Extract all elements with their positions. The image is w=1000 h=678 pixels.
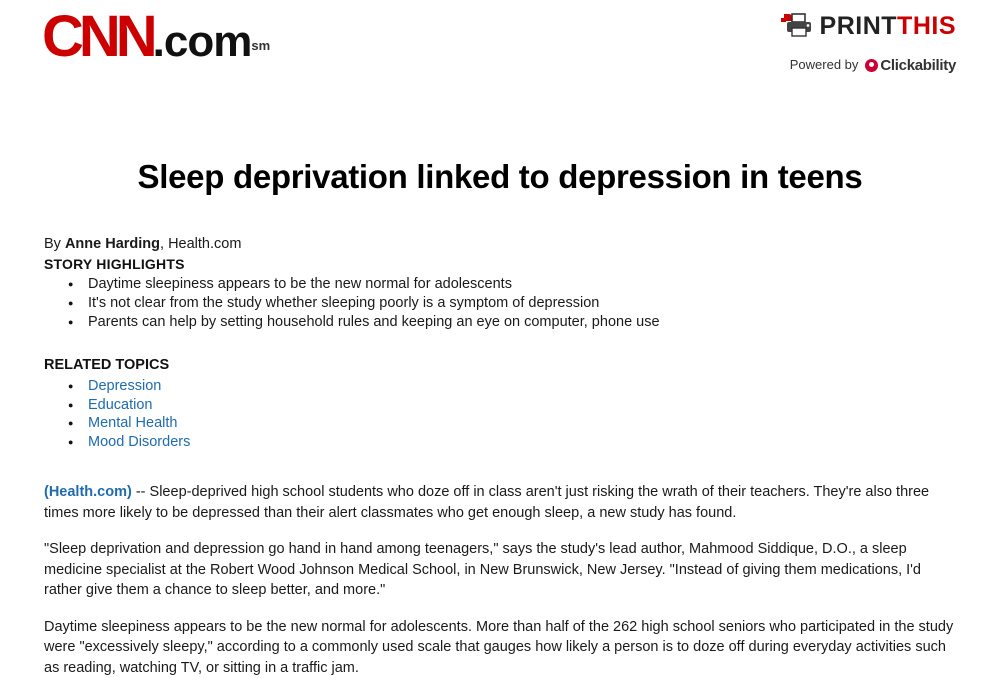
list-item: ● Parents can help by setting household rules and keeping an eye on computer, phone use — [84, 313, 956, 332]
paragraph-2: "Sleep deprivation and depression go hand in hand among teenagers," says the study's lead author, Mahmood Siddique, D.O., a sleep medicine specialist at the Robert Wood Johnson Medical School, in New Brunswick, New Jersey. "Instead of giving them medications, I'd rather give them a chance to sleep better, and more." — [44, 539, 956, 601]
related-topics-list — [44, 377, 956, 451]
page-header — [0, 0, 1000, 100]
paragraph-1 — [44, 482, 956, 523]
article-body — [0, 158, 1000, 678]
byline-author: Anne Harding — [65, 236, 160, 252]
clickability-dot-icon — [865, 59, 878, 72]
list-item: ● Daytime sleepiness appears to be the new normal for adolescents — [84, 275, 956, 294]
list-item[interactable] — [84, 414, 956, 433]
cnn-logo — [42, 8, 270, 66]
powered-by-label: Powered by — [790, 57, 859, 72]
clickability-logo[interactable] — [865, 57, 956, 74]
print-this-label[interactable] — [779, 12, 956, 43]
print-word: PRINT — [820, 12, 898, 40]
list-item[interactable] — [84, 377, 956, 396]
related-topic-link[interactable]: Mood Disorders — [88, 434, 190, 450]
cnn-logo-trademark: sm — [251, 38, 270, 53]
source-link[interactable]: (Health.com) — [44, 484, 132, 500]
powered-by-line — [779, 57, 956, 74]
clickability-label: Clickability — [880, 57, 956, 74]
byline-source: , Health.com — [160, 236, 241, 252]
related-topics-title: RELATED TOPICS — [44, 357, 956, 373]
related-topic-link[interactable]: Mental Health — [88, 415, 177, 431]
list-item[interactable] — [84, 396, 956, 415]
byline-prefix: By — [44, 236, 65, 252]
paragraph-3: Daytime sleepiness appears to be the new normal for adolescents. More than half of the 262 high school seniors who participated in the study were "excessively sleepy," according to a commonly used scale that gauges how likely a person is to doze off during everyday activities such as reading, watching TV, or sitting in a traffic jam. — [44, 617, 956, 678]
related-topic-link[interactable]: Depression — [88, 378, 161, 394]
story-highlights-list — [44, 275, 956, 332]
page-title: Sleep deprivation linked to depression in teens — [44, 158, 956, 196]
this-word: THIS — [897, 12, 956, 40]
paragraph-1-text: -- Sleep-deprived high school students who doze off in class aren't just risking the wrath of their teachers. They're also three times more likely to be depressed than their alert classmates who get enough sleep, a new study has found. — [44, 484, 929, 521]
related-topic-link[interactable]: Education — [88, 397, 153, 413]
list-item[interactable] — [84, 433, 956, 452]
printer-icon — [779, 12, 813, 43]
print-this-block[interactable] — [779, 12, 956, 74]
cnn-logo-wordmark: CNN — [42, 4, 153, 69]
cnn-logo-dotcom: .com — [153, 17, 252, 66]
article-text — [44, 482, 956, 678]
list-item: ● It's not clear from the study whether sleeping poorly is a symptom of depression — [84, 294, 956, 313]
byline — [44, 236, 956, 252]
story-highlights-title: STORY HIGHLIGHTS — [44, 256, 956, 272]
